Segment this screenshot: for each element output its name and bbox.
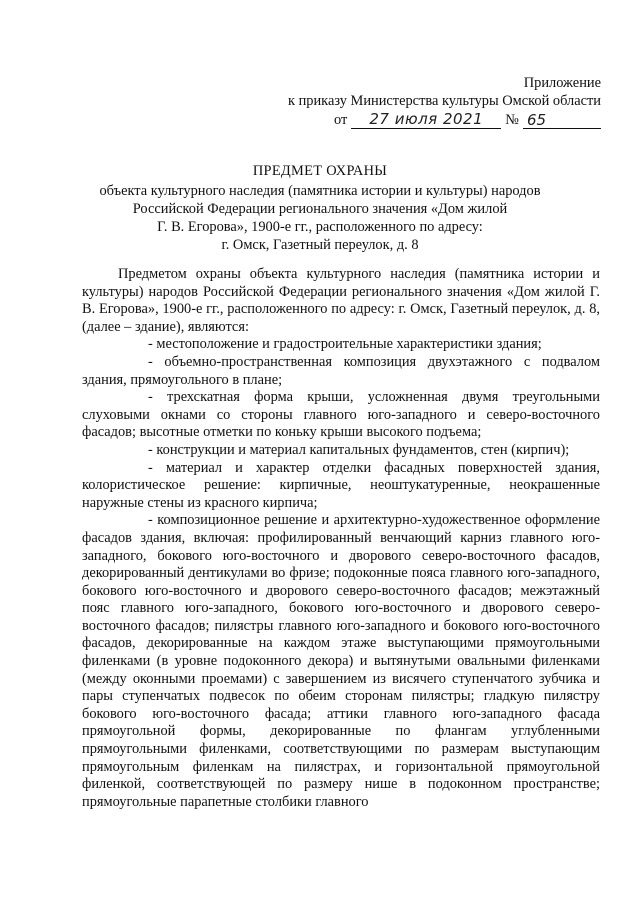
protection-item: - композиционное решение и архитектурно-художественное оформление фасадов здания, включая: профилированный венчающий карниз главного юго-западного, бокового юго-восточного и дворового северо-восточного фасадов, декорированный дентикулами во фризе; подоконные пояса главного юго-западного, бокового юго-восточного и дворового северо-восточного фасадов; межэтажный пояс главного юго-западного, бокового юго-восточного и дворового северо-восточного фасадов; пилястры главного юго-западного и бокового юго-восточного фасадов, декорированные на каждом этаже выступающими прямоугольными филенками (в уровне подоконного декора) и вытянутыми овальными филенками (между оконными проемами) с завершением из висячего ступенчатого зубчика и пары ступенчатых подвесок по обеим сторонам пилястры; гладкую пилястру бокового юго-восточного фасада; аттики главного юго-западного фасада прямоугольной формы, декорированные по флангам углубленными прямоугольными филенками, соответствующими по размерам выступающим прямоугольным филенкам на пилястрах, и горизонтальной прямоугольной филенкой, соответствующей по размеру нише в подоконном пространстве; прямоугольные парапетные столбики главного bbox=[82, 512, 600, 810]
handwritten-date: 27 июля 2021 bbox=[351, 110, 501, 129]
title-line: г. Омск, Газетный переулок, д. 8 bbox=[221, 237, 419, 253]
document-body bbox=[82, 266, 600, 811]
title-line: Российской Федерации регионального значения «Дом жилой bbox=[132, 201, 508, 217]
protection-item: - местоположение и градостроительные характеристики здания; bbox=[148, 336, 542, 353]
date-prefix: от bbox=[333, 111, 348, 128]
appendix-label: Приложение bbox=[523, 75, 601, 91]
protection-item: - материал и характер отделки фасадных поверхностей здания, колористическое решение: кирпичные, неоштукатуренные, неокрашенные наружные стены из красного кирпича; bbox=[82, 459, 600, 511]
document-title bbox=[40, 162, 600, 254]
order-date-number-row bbox=[221, 110, 601, 129]
protection-item: - трехскатная форма крыши, усложненная двумя треугольными слуховыми окнами со стороны главного юго-западного и северо-восточного фасадов; высотные отметки по коньку крыши высокого подъема; bbox=[82, 389, 600, 441]
order-reference: к приказу Министерства культуры Омской области bbox=[288, 92, 601, 109]
intro-paragraph: Предметом охраны объекта культурного наследия (памятника истории и культуры) народов Российской Федерации регионального значения «Дом жилой Г. В. Егорова», 1900-е гг., расположенного по адресу: г. Омск, Газетный переулок, д. 8, (далее – здание), являются: bbox=[82, 266, 600, 335]
number-prefix: № bbox=[505, 111, 519, 128]
title-heading: ПРЕДМЕТ ОХРАНЫ bbox=[252, 163, 388, 179]
appendix-header bbox=[221, 75, 601, 129]
protection-item: - объемно-пространственная композиция двухэтажного с подвалом здания, прямоугольного в плане; bbox=[82, 353, 600, 388]
protection-item: - конструкции и материал капитальных фундаментов, стен (кирпич); bbox=[148, 441, 570, 458]
title-line: Г. В. Егорова», 1900-е гг., расположенного по адресу: bbox=[157, 219, 483, 235]
handwritten-number: 65 bbox=[523, 111, 601, 129]
title-line: объекта культурного наследия (памятника истории и культуры) народов bbox=[99, 183, 541, 199]
